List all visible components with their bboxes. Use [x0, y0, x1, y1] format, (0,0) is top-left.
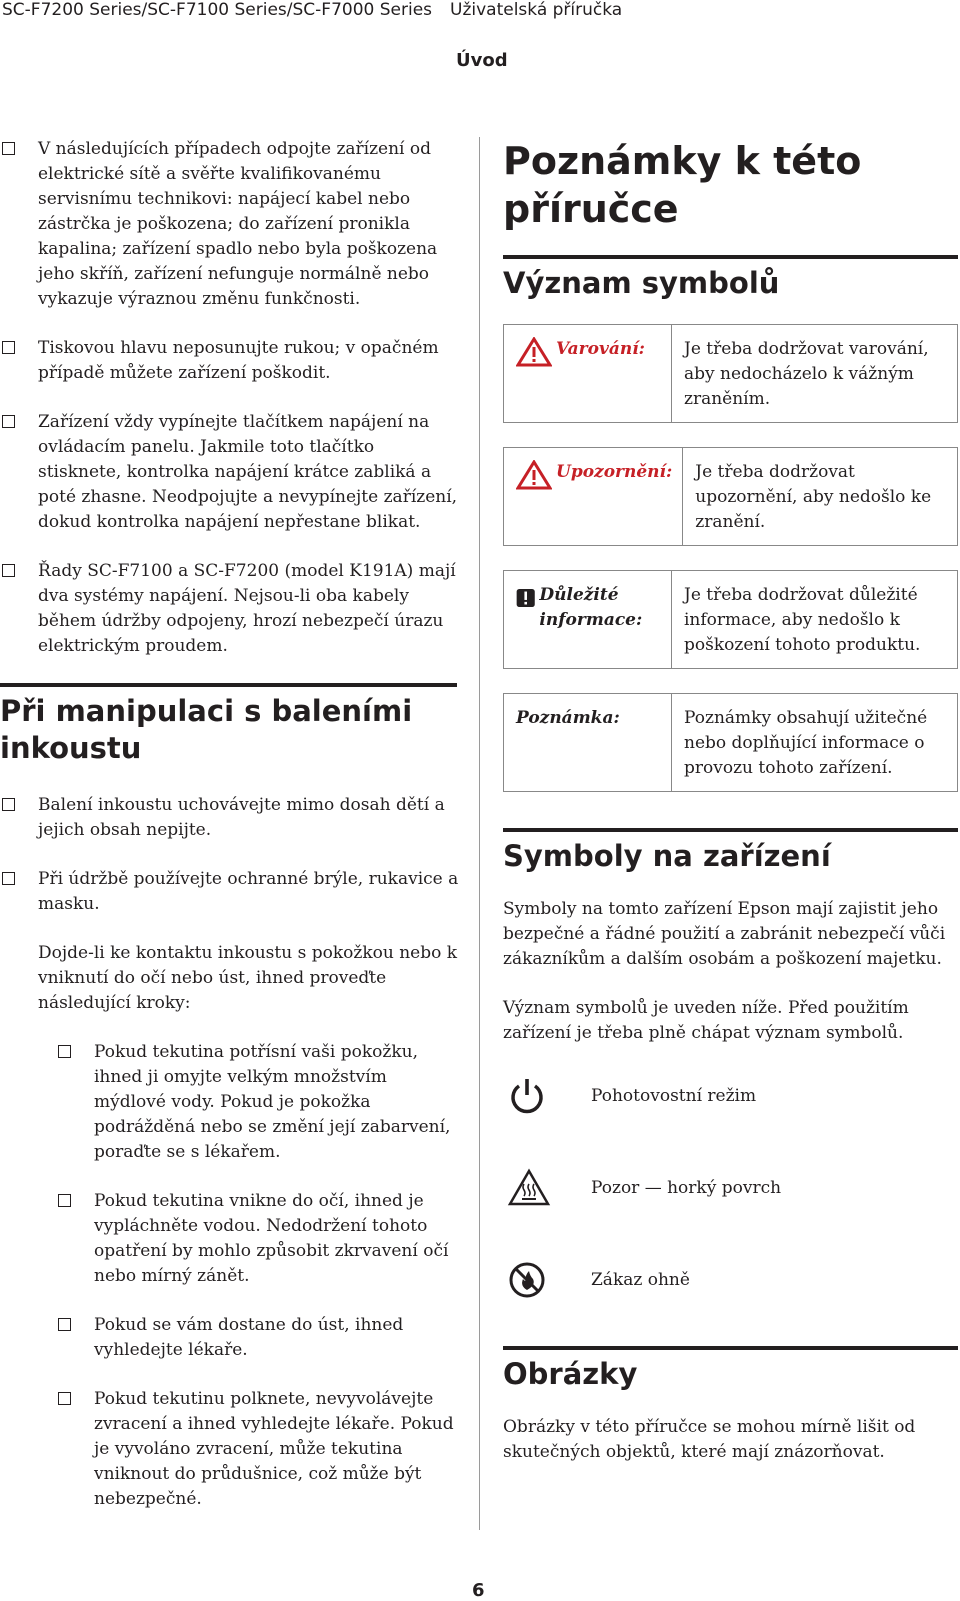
symbols-meaning-heading: Význam symbolů — [503, 255, 958, 302]
device-symbol-text: Pozor — horký povrch — [591, 1177, 782, 1198]
checkbox-bullet-icon — [2, 564, 15, 577]
list-item: Pokud tekutina vnikne do očí, ihned je vypláchněte vodou. Nedodržení tohoto opatření by mohlo způsobit zkrvavení očí nebo mírný zánět. — [0, 1189, 460, 1289]
symbol-label-cell — [504, 448, 683, 546]
header-manual-title: Uživatelská příručka — [450, 0, 623, 20]
checkbox-bullet-icon — [2, 415, 15, 428]
symbol-description: Je třeba dodržovat varování, aby nedocházelo k vážným zraněním. — [672, 325, 958, 423]
right-column — [503, 137, 958, 1489]
device-symbol-row — [503, 1070, 958, 1122]
checkbox-bullet-icon — [2, 142, 15, 155]
section-title: Úvod — [456, 50, 508, 71]
page-title: Poznámky k této příručce — [503, 139, 862, 231]
symbol-description: Je třeba dodržovat upozornění, aby nedošlo ke zranění. — [683, 448, 958, 546]
symbol-label-cell — [504, 571, 672, 669]
checkbox-bullet-icon — [58, 1194, 71, 1207]
ink-contact-paragraph: Dojde-li ke kontaktu inkoustu s pokožkou nebo k vniknutí do očí nebo úst, ihned proveďte následující kroky: — [38, 943, 458, 1013]
device-symbols-paragraph: Symboly na tomto zařízení Epson mají zajistit jeho bezpečné a řádné použití a zabránit nebezpečí vůči zákazníkům a dalším osobám a poškození majetku. — [503, 899, 946, 969]
list-item: Řady SC-F7100 a SC-F7200 (model K191A) mají dva systémy napájení. Nejsou-li oba kabely během údržby odpojeny, hrozí nebezpečí úrazu elektrickým proudem. — [0, 559, 460, 659]
checkbox-bullet-icon — [2, 341, 15, 354]
list-item: Pokud tekutina potřísní vaši pokožku, ihned ji omyjte velkým množstvím mýdlové vody. Pokud je pokožka podrážděná nebo se změní její zabarvení, poraďte se s lékařem. — [0, 1040, 460, 1165]
symbol-label: Upozornění: — [556, 462, 673, 482]
list-item: Tiskovou hlavu neposunujte rukou; v opačném případě můžete zařízení poškodit. — [0, 336, 460, 386]
left-column — [0, 137, 460, 1536]
checkbox-bullet-icon — [58, 1318, 71, 1331]
checkbox-bullet-icon — [2, 798, 15, 811]
hot-surface-icon — [507, 1168, 551, 1208]
list-item: Pokud tekutinu polknete, nevyvolávejte zvracení a ihned vyhledejte lékaře. Pokud je vyvoláno zvracení, může tekutina vniknout do průdušnice, což může být nebezpečné. — [0, 1387, 460, 1512]
symbol-table-important — [503, 570, 958, 669]
symbol-label: Důležité informace: — [539, 585, 643, 630]
list-item: Pokud se vám dostane do úst, ihned vyhledejte lékaře. — [0, 1313, 460, 1363]
caution-triangle-icon — [516, 460, 552, 490]
checkbox-bullet-icon — [2, 872, 15, 885]
device-symbol-row — [503, 1162, 958, 1214]
symbol-description: Je třeba dodržovat důležité informace, aby nedošlo k poškození tohoto produktu. — [672, 571, 958, 669]
important-exclamation-icon — [516, 583, 535, 613]
list-item: Při údržbě používejte ochranné brýle, rukavice a masku. — [0, 867, 460, 917]
device-symbol-row — [503, 1254, 958, 1306]
checkbox-bullet-icon — [58, 1392, 71, 1405]
ink-handling-heading: Při manipulaci s baleními inkoustu — [0, 683, 457, 767]
page-number: 6 — [472, 1580, 485, 1601]
symbol-table-warning — [503, 324, 958, 423]
device-symbols-paragraph-2: Význam symbolů je uveden níže. Před použitím zařízení je třeba plně chápat význam symbolů. — [503, 998, 909, 1043]
symbol-table-note — [503, 693, 958, 792]
device-symbol-text: Zákaz ohně — [591, 1269, 690, 1290]
column-divider — [479, 137, 480, 1530]
no-fire-icon — [507, 1260, 547, 1300]
images-heading: Obrázky — [503, 1346, 958, 1393]
warning-triangle-icon — [516, 337, 552, 367]
standby-power-icon — [507, 1076, 547, 1116]
header-series: SC-F7200 Series/SC-F7100 Series/SC-F7000 Series — [2, 0, 433, 20]
symbol-table-caution — [503, 447, 958, 546]
device-symbol-text: Pohotovostní režim — [591, 1085, 757, 1106]
images-paragraph: Obrázky v této příručce se mohou mírně lišit od skutečných objektů, které mají znázorňovat. — [503, 1417, 916, 1462]
list-item: Balení inkoustu uchovávejte mimo dosah dětí a jejich obsah nepijte. — [0, 793, 460, 843]
symbol-label-cell — [504, 694, 672, 792]
symbol-label: Poznámka: — [516, 708, 620, 728]
checkbox-bullet-icon — [58, 1045, 71, 1058]
symbol-description: Poznámky obsahují užitečné nebo doplňující informace o provozu tohoto zařízení. — [672, 694, 958, 792]
symbol-label-cell — [504, 325, 672, 423]
symbol-label: Varování: — [556, 339, 645, 359]
list-item: V následujících případech odpojte zařízení od elektrické sítě a svěřte kvalifikovanému servisnímu technikovi: napájecí kabel nebo zástrčka je poškozena; do zařízení pronikla kapalina; zařízení spadlo nebo byla poškozena jeho skříň, zařízení nefunguje normálně nebo vykazuje výraznou změnu funkčnosti. — [0, 137, 460, 312]
list-item: Zařízení vždy vypínejte tlačítkem napájení na ovládacím panelu. Jakmile toto tlačítko stisknete, kontrolka napájení krátce zabliká a poté zhasne. Neodpojujte a nevypínejte zařízení, dokud kontrolka napájení nepřestane blikat. — [0, 410, 460, 535]
device-symbols-heading: Symboly na zařízení — [503, 828, 958, 875]
